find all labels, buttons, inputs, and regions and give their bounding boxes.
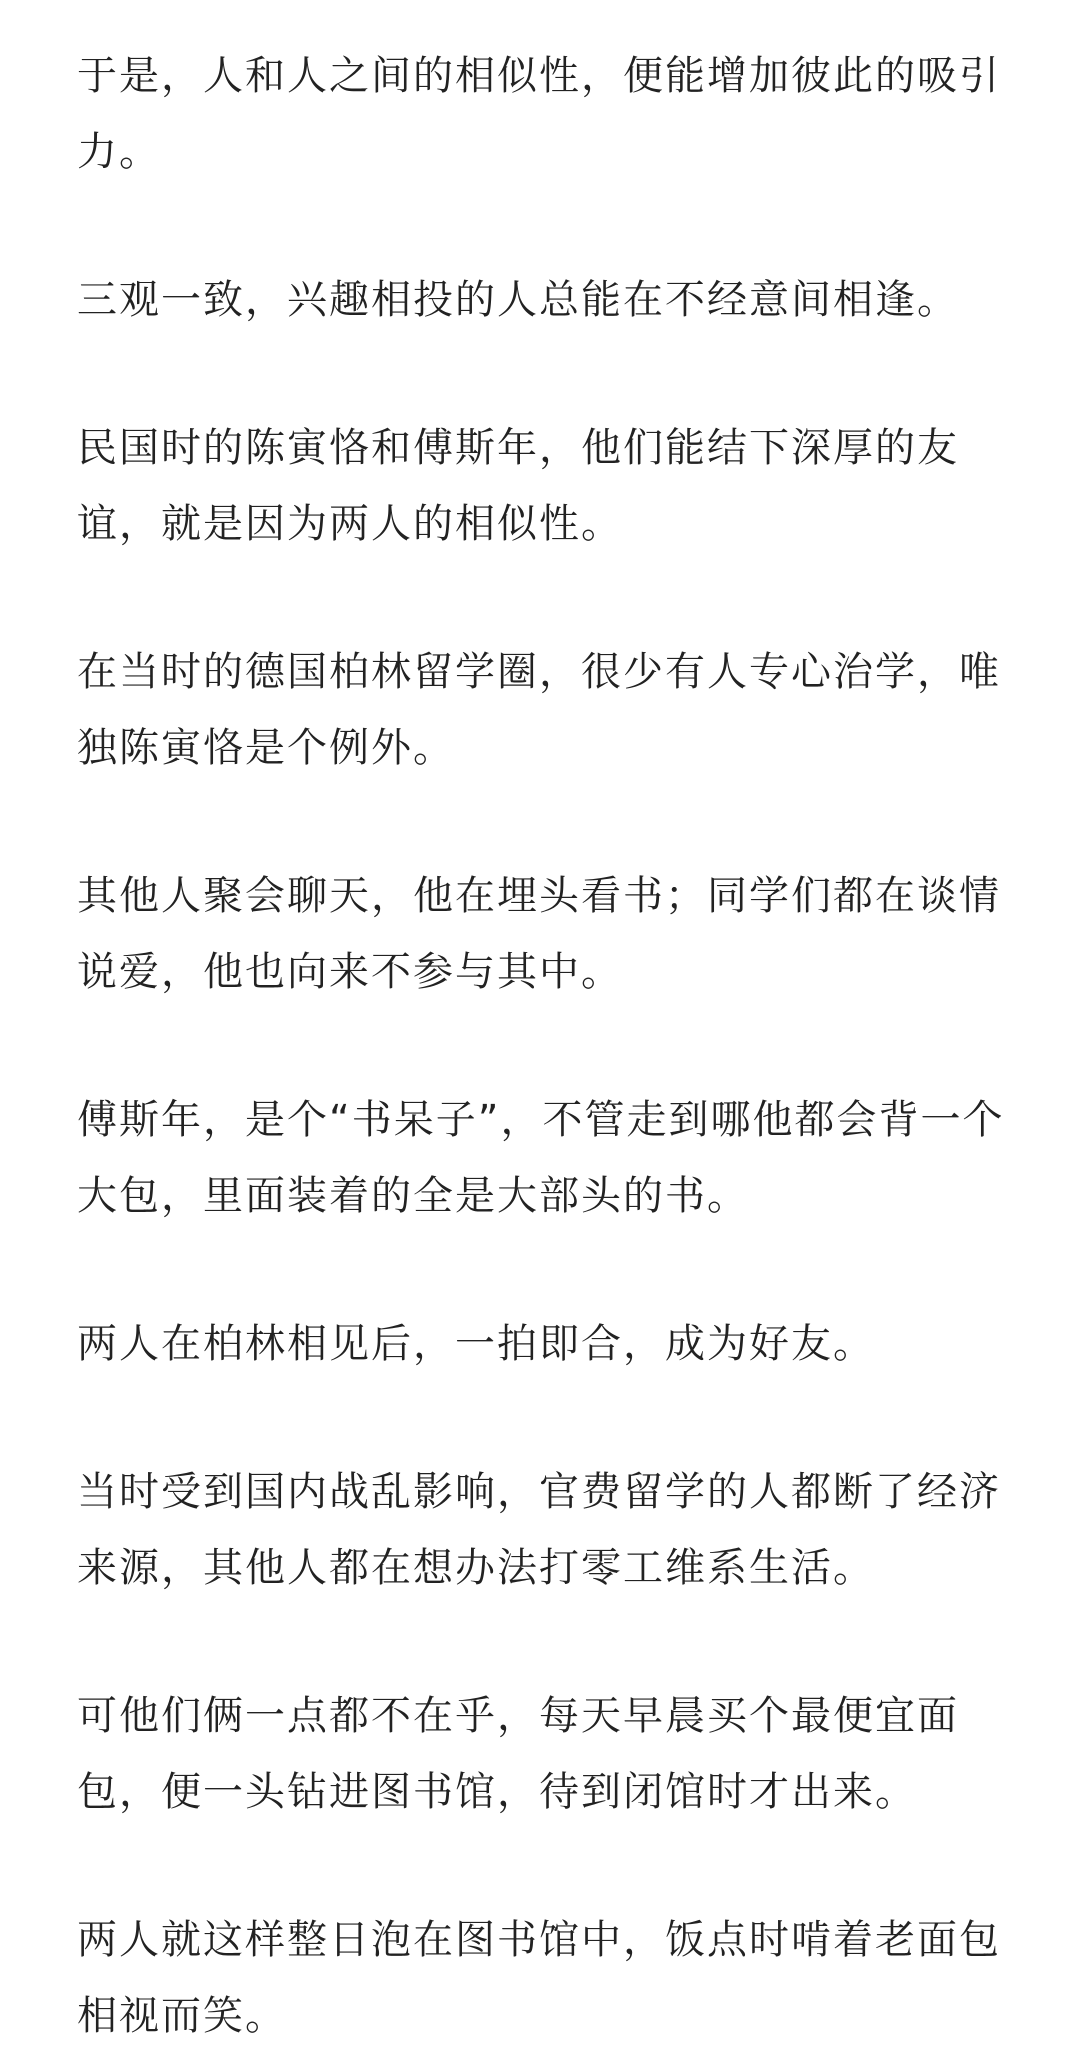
paragraph: 其他人聚会聊天，他在埋头看书；同学们都在谈情说爱，他也向来不参与其中。	[77, 873, 1001, 995]
paragraph: 傅斯年，是个“书呆子”，不管走到哪他都会背一个大包，里面装着的全是大部头的书。	[77, 1097, 1005, 1219]
paragraph: 民国时的陈寅恪和傅斯年，他们能结下深厚的友谊，就是因为两人的相似性。	[77, 425, 959, 547]
paragraph: 可他们俩一点都不在乎，每天早晨买个最便宜面包，便一头钻进图书馆，待到闭馆时才出来。	[77, 1693, 959, 1815]
paragraph: 于是，人和人之间的相似性，便能增加彼此的吸引力。	[77, 53, 1001, 175]
paragraph: 两人在柏林相见后，一拍即合，成为好友。	[77, 1321, 875, 1367]
paragraph: 两人就这样整日泡在图书馆中，饭点时啃着老面包相视而笑。	[77, 1917, 1001, 2039]
paragraph: 在当时的德国柏林留学圈，很少有人专心治学，唯独陈寅恪是个例外。	[77, 649, 1001, 771]
paragraph: 当时受到国内战乱影响，官费留学的人都断了经济来源，其他人都在想办法打零工维系生活。	[77, 1469, 1001, 1591]
paragraph: 三观一致，兴趣相投的人总能在不经意间相逢。	[77, 277, 959, 323]
